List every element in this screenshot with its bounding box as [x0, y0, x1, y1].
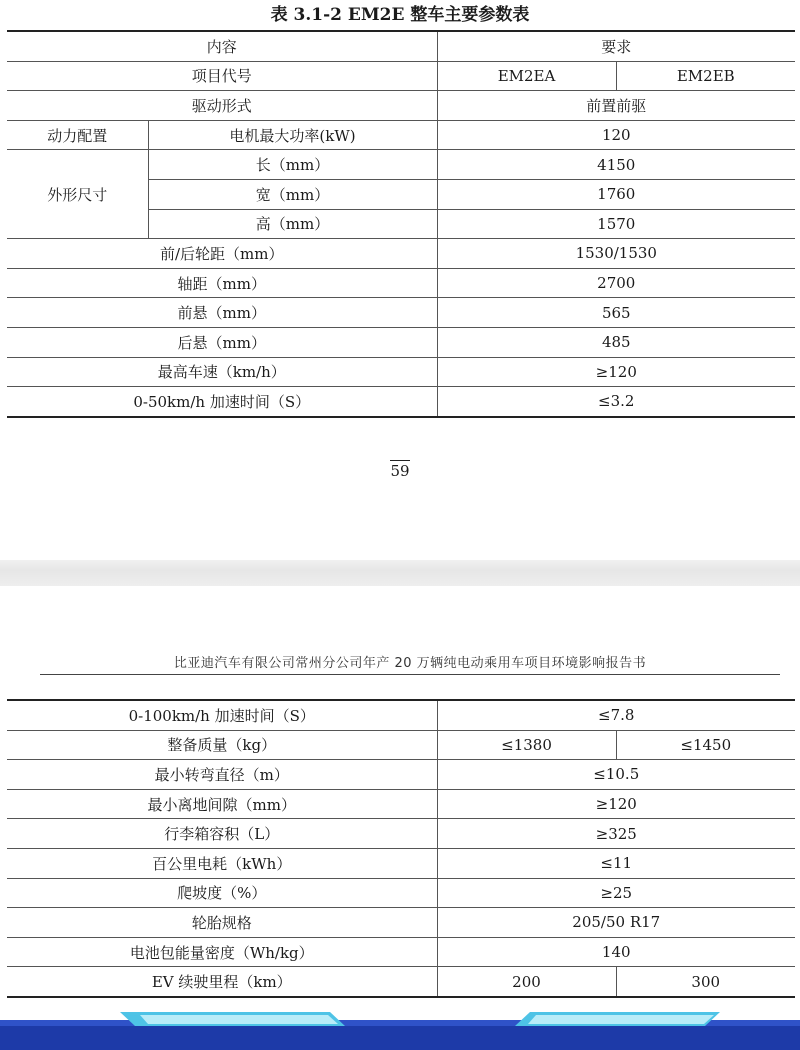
cell-value: 2700 — [437, 268, 795, 298]
table-row — [7, 848, 795, 878]
cell-group: 动力配置 — [7, 120, 148, 150]
table-row — [7, 298, 795, 328]
cell-label: 宽（mm） — [148, 179, 437, 209]
table-row — [7, 91, 795, 121]
cell-value: 200 — [437, 967, 616, 997]
cell-value: 前置前驱 — [437, 91, 795, 121]
table-row — [7, 61, 795, 91]
cell-value: 300 — [616, 967, 795, 997]
cell-value: ≤10.5 — [437, 760, 795, 790]
table-row — [7, 31, 795, 61]
table-row — [7, 357, 795, 387]
document-page-bottom — [0, 586, 800, 1050]
cell-label: 0-100km/h 加速时间（S） — [7, 700, 437, 730]
table-row — [7, 760, 795, 790]
footer-accent-right-inner — [528, 1015, 714, 1024]
cell-label: 轮胎规格 — [7, 908, 437, 938]
table-row — [7, 789, 795, 819]
cell-label: 最小离地间隙（mm） — [7, 789, 437, 819]
cell-value: 120 — [437, 120, 795, 150]
cell-value: ≥120 — [437, 357, 795, 387]
cell-label: 电机最大功率(kW) — [148, 120, 437, 150]
cell-value: EM2EB — [616, 61, 795, 91]
cell-value: 1530/1530 — [437, 239, 795, 269]
table-row — [7, 327, 795, 357]
cell-label: 后悬（mm） — [7, 327, 437, 357]
cell-value: ≥325 — [437, 819, 795, 849]
cell-value: ≥120 — [437, 789, 795, 819]
table-row — [7, 819, 795, 849]
cell-value: 4150 — [437, 150, 795, 180]
cell-value: ≤7.8 — [437, 700, 795, 730]
page-separator — [0, 560, 800, 586]
cell-value: ≤11 — [437, 848, 795, 878]
cell-value: 485 — [437, 327, 795, 357]
cell-label: 前/后轮距（mm） — [7, 239, 437, 269]
table-row — [7, 730, 795, 760]
table-row — [7, 908, 795, 938]
cell-label: 轴距（mm） — [7, 268, 437, 298]
table-row — [7, 120, 795, 150]
cell-label: 百公里电耗（kWh） — [7, 848, 437, 878]
table-row — [7, 150, 795, 180]
table-row — [7, 937, 795, 967]
footer-decoration — [0, 1006, 800, 1050]
cell-value: ≤1450 — [616, 730, 795, 760]
cell-value: EM2EA — [437, 61, 616, 91]
table-caption: 表 3.1-2 EM2E 整车主要参数表 — [270, 5, 530, 25]
cell-value: ≤3.2 — [437, 387, 795, 417]
cell-label: 整备质量（kg） — [7, 730, 437, 760]
cell-label: 前悬（mm） — [7, 298, 437, 328]
cell-value: 1760 — [437, 179, 795, 209]
table-row — [7, 700, 795, 730]
cell-label: 最小转弯直径（m） — [7, 760, 437, 790]
vehicle-parameter-table-continued — [7, 699, 795, 998]
cell-value: 565 — [437, 298, 795, 328]
cell-label: 爬坡度（%） — [7, 878, 437, 908]
cell-label: EV 续驶里程（km） — [7, 967, 437, 997]
cell-label: 电池包能量密度（Wh/kg） — [7, 937, 437, 967]
running-header: 比亚迪汽车有限公司常州分公司年产 20 万辆纯电动乘用车项目环境影响报告书 — [40, 652, 780, 675]
table-row — [7, 878, 795, 908]
cell-label: 0-50km/h 加速时间（S） — [7, 387, 437, 417]
cell-value: 1570 — [437, 209, 795, 239]
cell-label: 高（mm） — [148, 209, 437, 239]
cell-label: 驱动形式 — [7, 91, 437, 121]
header-requirement: 要求 — [437, 31, 795, 61]
cell-label: 项目代号 — [7, 61, 437, 91]
cell-label: 长（mm） — [148, 150, 437, 180]
table-row — [7, 967, 795, 997]
cell-value: ≥25 — [437, 878, 795, 908]
table-row — [7, 268, 795, 298]
page-number: 59 — [390, 462, 410, 480]
cell-group: 外形尺寸 — [7, 150, 148, 239]
cell-value: 140 — [437, 937, 795, 967]
table-row — [7, 387, 795, 417]
cell-label: 最高车速（km/h） — [7, 357, 437, 387]
header-content: 内容 — [7, 31, 437, 61]
cell-value: 205/50 R17 — [437, 908, 795, 938]
footer-accent-left-inner — [140, 1015, 338, 1024]
vehicle-parameter-table — [7, 30, 795, 418]
table-row — [7, 239, 795, 269]
cell-value: ≤1380 — [437, 730, 616, 760]
cell-label: 行李箱容积（L） — [7, 819, 437, 849]
